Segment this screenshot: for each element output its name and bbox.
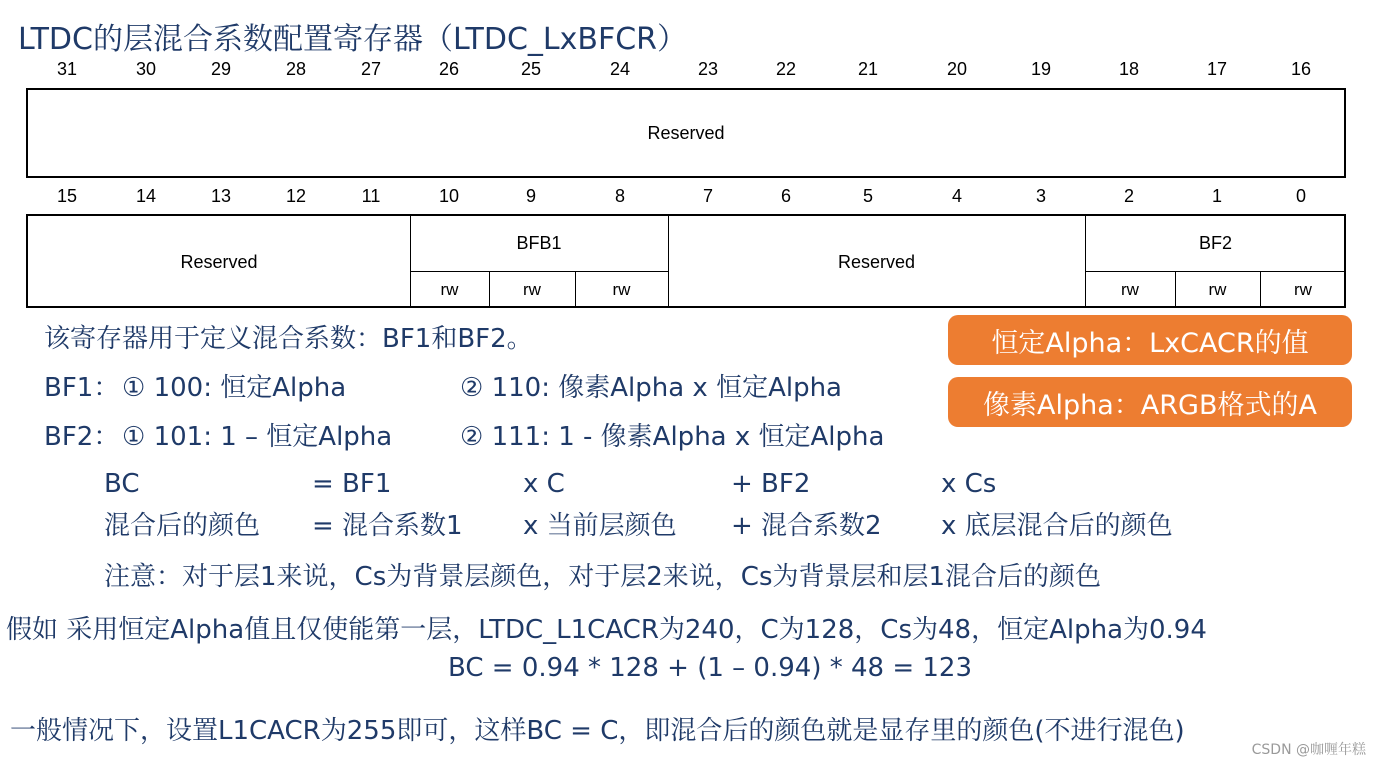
bit-number: 22 <box>775 59 797 79</box>
bit-number: 4 <box>951 186 963 206</box>
bit-number: 10 <box>438 186 460 206</box>
bit-number: 31 <box>56 59 78 79</box>
bf2-option-1: ① 101: 1 – 恒定Alpha <box>122 422 393 452</box>
access-rw: rw <box>1208 279 1227 299</box>
bit-number: 5 <box>862 186 874 206</box>
example-calculation: BC = 0.94 * 128 + (1 – 0.94) * 48 = 123 <box>448 653 973 683</box>
bf1-option-2: ② 110: 像素Alpha x 恒定Alpha <box>460 373 842 403</box>
conclusion-text: 一般情况下，设置L1CACR为255即可，这样BC = C，即混合后的颜色就是显存里的颜色(不进行混色) <box>10 716 1185 746</box>
bf2-label: BF2： <box>44 422 120 452</box>
bit-number: 17 <box>1206 59 1228 79</box>
bit-number: 25 <box>520 59 542 79</box>
bit-number: 26 <box>438 59 460 79</box>
bf1-label: BF1： <box>44 373 120 403</box>
callout-constant-alpha: 恒定Alpha：LxCACR的值 <box>948 315 1352 365</box>
bit-number: 18 <box>1118 59 1140 79</box>
bit-number: 11 <box>361 186 381 206</box>
page-title: LTDC的层混合系数配置寄存器（LTDC_LxBFCR） <box>18 22 688 57</box>
bf2-option-2: ② 111: 1 - 像素Alpha x 恒定Alpha <box>460 422 885 452</box>
callout-pixel-alpha: 像素Alpha：ARGB格式的A <box>948 377 1352 427</box>
example-text: 假如 采用恒定Alpha值且仅使能第一层，LTDC_L1CACR为240，C为128，Cs为48，恒定Alpha为0.94 <box>6 615 1207 645</box>
bit-number: 9 <box>525 186 537 206</box>
bit-number: 8 <box>614 186 626 206</box>
bit-number: 0 <box>1295 186 1307 206</box>
formula-term: = 混合系数1 <box>312 511 463 541</box>
access-rw: rw <box>440 279 459 299</box>
bit-number: 14 <box>135 186 157 206</box>
formula-term: BC <box>104 469 140 499</box>
bit-number: 3 <box>1035 186 1047 206</box>
formula-term: x 当前层颜色 <box>523 511 677 541</box>
access-rw: rw <box>523 279 541 299</box>
reserved-field-upper: Reserved <box>647 122 725 143</box>
access-rw: rw <box>612 279 631 299</box>
bf2-field: BF2 <box>1198 233 1232 253</box>
formula-term: + 混合系数2 <box>731 511 882 541</box>
bit-number: 2 <box>1123 186 1135 206</box>
bit-number: 28 <box>285 59 307 79</box>
bit-number: 21 <box>857 59 879 79</box>
description-intro: 该寄存器用于定义混合系数：BF1和BF2。 <box>44 324 533 354</box>
register-lower-row <box>26 214 1346 308</box>
note-text: 注意：对于层1来说，Cs为背景层颜色，对于层2来说，Cs为背景层和层1混合后的颜色 <box>104 562 1102 592</box>
formula-term: = BF1 <box>312 469 392 499</box>
register-upper-row <box>26 88 1346 178</box>
formula-term: 混合后的颜色 <box>104 511 261 541</box>
bit-number: 27 <box>360 59 382 79</box>
formula-term: + BF2 <box>731 469 811 499</box>
bit-number: 19 <box>1030 59 1052 79</box>
reserved-field-left: Reserved <box>180 251 258 272</box>
bit-number: 12 <box>285 186 307 206</box>
bit-number: 1 <box>1211 186 1223 206</box>
bit-number: 30 <box>135 59 157 79</box>
bit-number: 29 <box>210 59 232 79</box>
bfb1-field: BFB1 <box>516 233 562 253</box>
bit-number: 7 <box>702 186 714 206</box>
bit-number: 24 <box>609 59 631 79</box>
watermark: CSDN @咖喱年糕 <box>1251 742 1366 758</box>
formula-term: x 底层混合后的颜色 <box>941 511 1173 541</box>
access-rw: rw <box>1294 279 1312 299</box>
access-rw: rw <box>1121 279 1139 299</box>
bit-number: 23 <box>697 59 719 79</box>
reserved-field-mid: Reserved <box>837 251 916 272</box>
bf1-option-1: ① 100: 恒定Alpha <box>122 373 347 403</box>
formula-term: x Cs <box>941 469 997 499</box>
bit-number: 15 <box>56 186 78 206</box>
formula-term: x C <box>523 469 565 499</box>
bit-number: 13 <box>210 186 232 206</box>
bit-number: 16 <box>1290 59 1312 79</box>
bit-number: 20 <box>946 59 968 79</box>
bit-number: 6 <box>780 186 792 206</box>
